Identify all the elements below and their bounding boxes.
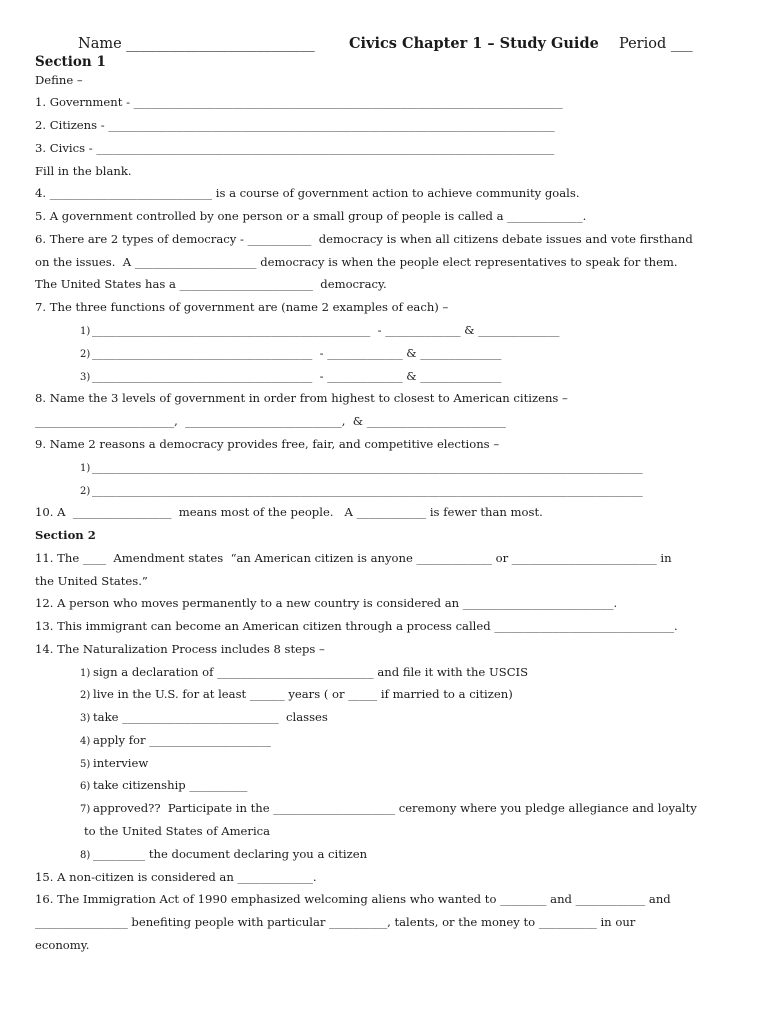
question-10: 10. A _________________ means most of the people. A ____________ is fewer than most.: [35, 505, 543, 519]
question-6-line-3: The United States has a _______________________ democracy.: [35, 277, 387, 291]
step-8-number: 8): [80, 850, 91, 861]
step-4-number: 4): [80, 736, 91, 747]
section-2-heading: Section 2: [35, 528, 96, 542]
question-15: 15. A non-citizen is considered an _____________.: [35, 870, 317, 884]
step-2: live in the U.S. for at least ______ years ( or _____ if married to a citizen): [93, 687, 513, 701]
question-12: 12. A person who moves permanently to a new country is considered an __________________________.: [35, 596, 618, 610]
question-8-blanks: ________________________, ___________________________, & ________________________: [35, 414, 506, 428]
step-7-line-2: to the United States of America: [84, 824, 271, 838]
section-1-heading: Section 1: [35, 54, 106, 70]
question-3: 3. Civics - _______________________________________________________________________________: [35, 141, 555, 155]
q7-item-2-number: 2): [80, 349, 91, 360]
question-14: 14. The Naturalization Process includes 8 steps –: [35, 642, 325, 656]
page-title: Civics Chapter 1 – Study Guide: [349, 35, 599, 52]
step-3-number: 3): [80, 713, 91, 724]
step-4: apply for _____________________: [93, 733, 271, 747]
q7-item-3: ______________________________________ - _____________ & ______________: [92, 369, 502, 383]
step-6-number: 6): [80, 781, 91, 792]
step-5: interview: [93, 756, 149, 770]
step-5-number: 5): [80, 759, 91, 770]
q7-item-1-number: 1): [80, 326, 91, 337]
q9-item-2-number: 2): [80, 486, 91, 497]
question-6-line-2: on the issues. A _____________________ democracy is when the people elect representatives to speak for them.: [35, 255, 678, 269]
question-2: 2. Citizens - _____________________________________________________________________________: [35, 118, 555, 132]
q7-item-1: ________________________________________________ - _____________ & ______________: [92, 323, 560, 337]
step-8: _________ the document declaring you a citizen: [93, 847, 368, 861]
q7-item-3-number: 3): [80, 372, 91, 383]
question-11: 11. The ____ Amendment states “an American citizen is anyone _____________ or _________________________ in: [35, 551, 672, 565]
question-1: 1. Government - __________________________________________________________________________: [35, 95, 563, 109]
question-11-line-2: the United States.”: [35, 574, 148, 588]
question-6-line-1: 6. There are 2 types of democracy - ___________ democracy is when all citizens debate issues and vote firsthand: [35, 232, 693, 246]
question-13: 13. This immigrant can become an American citizen through a process called _______________________________.: [35, 619, 678, 633]
name-field-label: Name __________________________: [78, 36, 315, 52]
q9-item-1-number: 1): [80, 463, 91, 474]
period-field-label: Period ___: [619, 36, 693, 52]
step-1: sign a declaration of ___________________________ and file it with the USCIS: [93, 665, 529, 679]
question-16: 16. The Immigration Act of 1990 emphasized welcoming aliens who wanted to ________ and ____________ and: [35, 892, 671, 906]
question-16-line-3: economy.: [35, 938, 90, 952]
step-6: take citizenship __________: [93, 778, 248, 792]
q9-item-1: _______________________________________________________________________________________________: [92, 460, 643, 474]
step-3: take ___________________________ classes: [93, 710, 328, 724]
step-1-number: 1): [80, 668, 91, 679]
step-2-number: 2): [80, 690, 91, 701]
question-9: 9. Name 2 reasons a democracy provides free, fair, and competitive elections –: [35, 437, 500, 451]
q7-item-2: ______________________________________ - _____________ & ______________: [92, 346, 502, 360]
step-7-number: 7): [80, 804, 91, 815]
q9-item-2: _______________________________________________________________________________________________: [92, 483, 643, 497]
fill-in-label: Fill in the blank.: [35, 164, 132, 178]
question-5: 5. A government controlled by one person or a small group of people is called a _____________.: [35, 209, 587, 223]
question-8: 8. Name the 3 levels of government in order from highest to closest to American citizens –: [35, 391, 568, 405]
question-16-line-2: ________________ benefiting people with particular __________, talents, or the money to __________ in our: [35, 915, 636, 929]
question-7: 7. The three functions of government are (name 2 examples of each) –: [35, 300, 449, 314]
step-7: approved?? Participate in the _____________________ ceremony where you pledge allegiance and loyalty: [93, 801, 697, 815]
question-4: 4. ____________________________ is a course of government action to achieve community goals.: [35, 186, 580, 200]
define-label: Define –: [35, 73, 83, 87]
